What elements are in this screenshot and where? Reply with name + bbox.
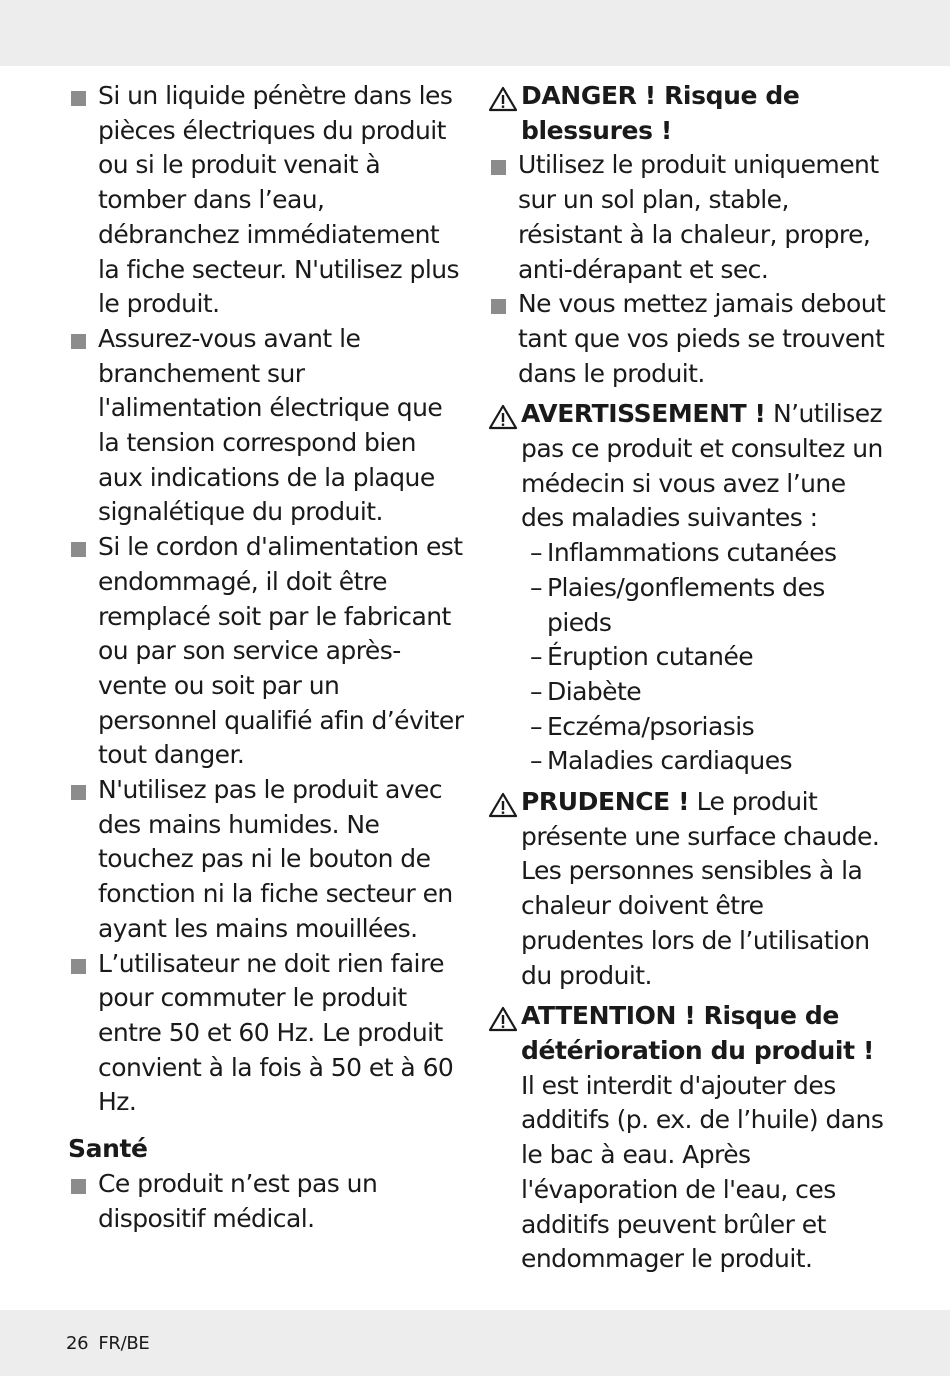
square-bullet-icon [491,160,506,175]
item-text: N'utilisez pas le produit avec des mains humides. Ne touchez pas ni le bouton de fonction ni la fiche secteur en ayant les mains mouillées. [98,775,453,943]
list-item [68,773,464,947]
list-item [488,148,888,287]
caution-title: PRUDENCE ! [521,787,690,817]
warning-triangle-icon [488,86,518,112]
attention-title: ATTENTION ! Risque de détérioration du produit ! [521,1001,874,1065]
square-bullet-icon [71,1179,86,1194]
item-text: Utilisez le produit uniquement sur un sol plan, stable, résistant à la chaleur, propre, anti-dérapant et sec. [518,150,879,284]
square-bullet-icon [71,334,86,349]
item-text: L’utilisateur ne doit rien faire pour commuter le produit entre 50 et 60 Hz. Le produit convient à la fois à 50 et à 60 Hz. [98,948,454,1117]
page-footer-label [66,1333,149,1354]
danger-block [488,79,888,148]
list-item [68,79,464,322]
item-text: Ne vous mettez jamais debout tant que vos pieds se trouvent dans le produit. [518,289,886,388]
warning-triangle-icon [488,792,518,818]
danger-title: DANGER ! Risque de blessures ! [521,81,800,145]
square-bullet-icon [71,785,86,800]
disease-item: – Éruption cutanée [532,640,888,675]
square-bullet-icon [71,91,86,106]
list-item [68,530,464,773]
warning-triangle-icon [488,404,518,430]
item-text: Assurez-vous avant le branchement sur l'alimentation électrique que la tension correspond bien aux indications de la plaque signalétique du produit. [98,323,443,527]
warning-title: AVERTISSEMENT ! [521,399,766,429]
list-item [488,287,888,391]
item-text: Si un liquide pénètre dans les pièces électriques du produit ou si le produit venait à tomber dans l’eau, débranchez immédiatement la fiche secteur. N'utilisez plus le produit. [98,81,460,319]
page-number: 26 [66,1333,89,1354]
language-code: FR/BE [98,1333,150,1354]
left-column [68,79,464,1236]
disease-item: – Diabète [532,675,888,710]
warning-block [488,397,888,536]
disease-item: – Inflammations cutanées [532,536,888,571]
caution-text: Le produit présente une surface chaude. Les personnes sensibles à la chaleur doivent être prudentes lors de l’utilisation du produit. [521,787,880,990]
square-bullet-icon [71,959,86,974]
header-bar [0,0,950,66]
warning-triangle-icon [488,1006,518,1032]
section-heading-health: Santé [68,1134,148,1164]
disease-item: – Maladies cardiaques [532,744,888,779]
disease-list [488,536,888,779]
caution-block [488,785,888,993]
disease-item: – Eczéma/psoriasis [532,710,888,745]
warning-text: N’utilisez pas ce produit et consultez un médecin si vous avez l’une des maladies suivantes : [521,399,883,533]
list-item [68,947,464,1121]
item-text: Si le cordon d'alimentation est endommagé, il doit être remplacé soit par le fabricant ou par son service après-vente ou soit par un personnel qualifié afin d’éviter tout danger. [98,532,464,770]
list-item [68,1167,464,1236]
item-text: Ce produit n’est pas un dispositif médical. [98,1168,378,1233]
attention-text: Il est interdit d'ajouter des additifs (p. ex. de l’huile) dans le bac à eau. Après l'évaporation de l'eau, ces additifs peuvent brûler et endommager le produit. [521,1070,884,1274]
list-item [68,322,464,530]
right-column [488,79,888,1277]
square-bullet-icon [71,542,86,557]
square-bullet-icon [491,299,506,314]
attention-block [488,999,888,1277]
disease-item: – Plaies/gonflements des pieds [532,571,888,640]
